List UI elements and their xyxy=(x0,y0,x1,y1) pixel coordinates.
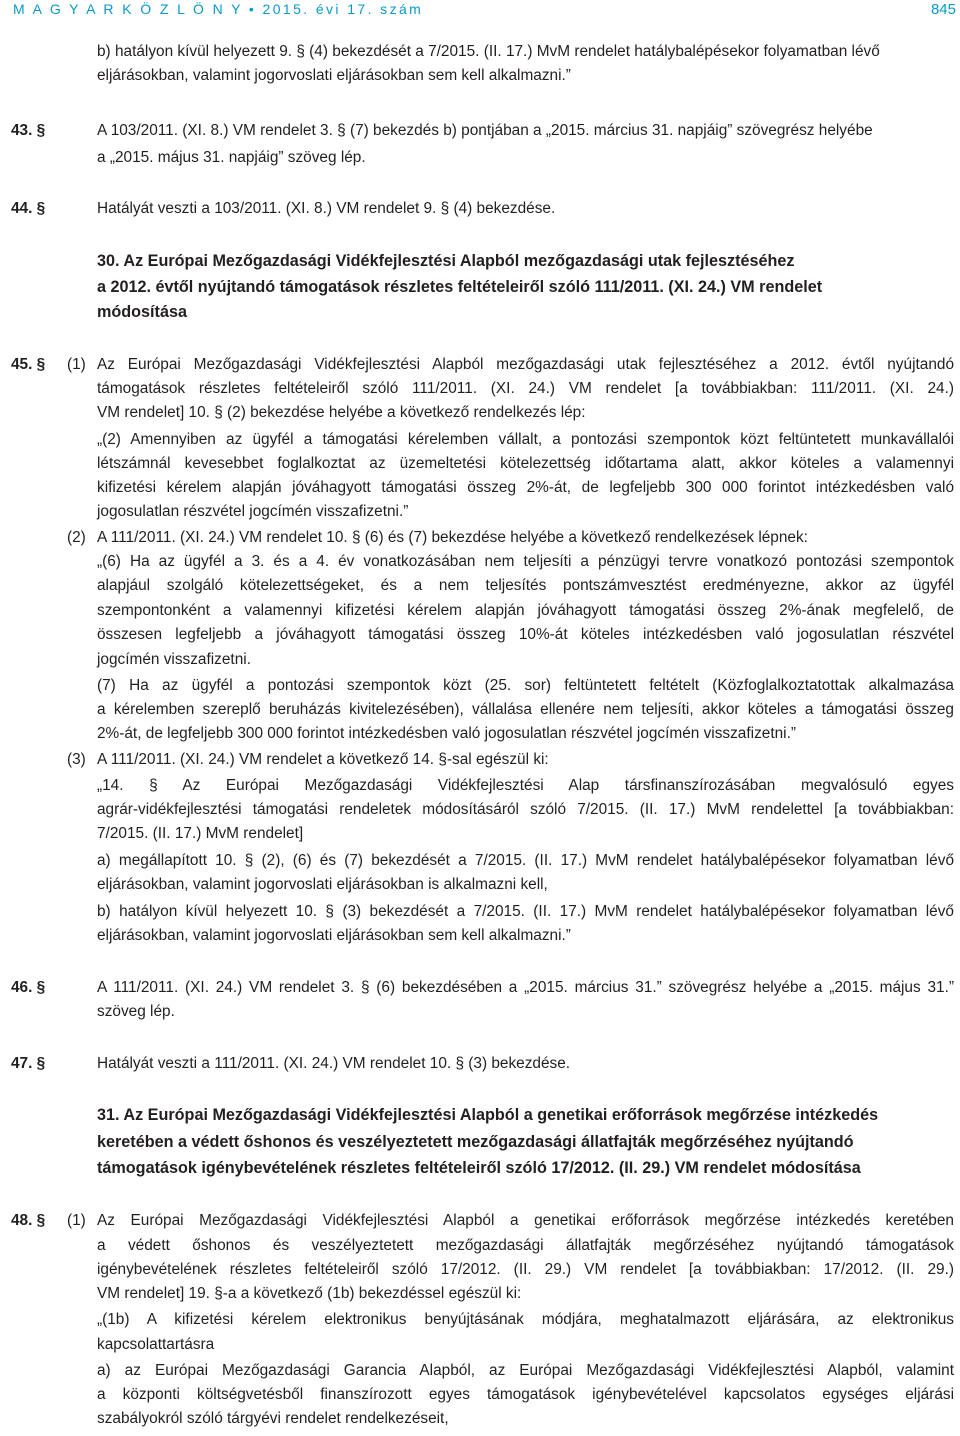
section-number: 43. § xyxy=(11,122,46,139)
text-line: 7/2015. (II. 17.) MvM rendelet] xyxy=(97,825,304,842)
text-line: A 111/2011. (XI. 24.) VM rendelet 10. § (6) és (7) bekezdése helyébe a következő rendelkezések lépnek: xyxy=(97,529,808,546)
paragraph-number: (3) xyxy=(67,751,86,768)
text-line: VM rendelet] 19. §-a a következő (1b) bekezdéssel egészül ki: xyxy=(97,1285,522,1302)
paragraph-number: (1) xyxy=(67,1212,86,1229)
text-line: b) hatályon kívül helyezett 9. § (4) bekezdését a 7/2015. (II. 17.) MvM rendelet hatálybalépésekor folyamatban lévő xyxy=(97,43,880,60)
section-number: 44. § xyxy=(11,200,46,217)
text-line: kifizetési kérelem alapján jóváhagyott támogatási összeg 2%-át, de legfeljebb 300 000 forintot intézkedésben való xyxy=(97,479,954,496)
text-line: Az Európai Mezőgazdasági Vidékfejlesztési Alapból mezőgazdasági utak fejlesztéséhez a 2012. évtől nyújtandó xyxy=(97,356,954,373)
text-line: „(2) Amennyiben az ügyfél a támogatási kérelemben vállalt, a pontozási szempontok közt feltüntetett munkavállalói xyxy=(97,431,954,448)
text-line: kapcsolattartásra xyxy=(97,1336,215,1353)
text-line: A 111/2011. (XI. 24.) VM rendelet a következő 14. §-sal egészül ki: xyxy=(97,751,549,768)
text-line: a védett őshonos és veszélyeztetett mezőgazdasági állatfajták megőrzéséhez nyújtandó támogatások xyxy=(97,1237,954,1254)
text-line: a központi költségvetésből finanszírozott egyes támogatások igénybevételével kapcsolatos egységes eljárási xyxy=(97,1386,954,1403)
text-line: „14. § Az Európai Mezőgazdasági Vidékfejlesztési Alap társfinanszírozásában megvalósuló egyes xyxy=(97,777,954,794)
chapter-heading: keretében a védett őshonos és veszélyeztetett mezőgazdasági állatfajták megőrzéséhez nyújtandó xyxy=(97,1133,854,1151)
text-line: A 111/2011. (XI. 24.) VM rendelet 3. § (6) bekezdésében a „2015. március 31.” szövegrész helyébe a „2015. május 31.” xyxy=(97,979,954,996)
chapter-heading: módosítása xyxy=(97,303,187,321)
text-line: jogcímén visszafizetni. xyxy=(97,651,251,668)
text-line: a „2015. május 31. napjáig” szöveg lép. xyxy=(97,149,366,166)
text-line: A 103/2011. (XI. 8.) VM rendelet 3. § (7) bekezdés b) pontjában a „2015. március 31. napjáig” szövegrész helyébe xyxy=(97,122,873,139)
text-line: Az Európai Mezőgazdasági Vidékfejlesztési Alapból a genetikai erőforrások megőrzése intézkedés keretében xyxy=(97,1212,954,1229)
page-number: 845 xyxy=(930,1,956,18)
text-line: összesen legfeljebb a jóváhagyott támogatási összeg 10%-át köteles intézkedésben való jogosulatlan részvétel xyxy=(97,626,954,643)
section-number: 45. § xyxy=(11,356,46,373)
text-line: a) az Európai Mezőgazdasági Garancia Alapból, az Európai Mezőgazdasági Vidékfejlesztési Alapból, valamint xyxy=(97,1362,954,1379)
text-line: agrár-vidékfejlesztési támogatási rendeletek módosításáról szóló 7/2015. (II. 17.) MvM rendelettel [a továbbiakban: xyxy=(97,801,954,818)
text-line: b) hatályon kívül helyezett 10. § (3) bekezdését a 7/2015. (II. 17.) MvM rendelet hatálybalépésekor folyamatban lévő xyxy=(97,903,954,920)
text-line: (7) Ha az ügyfél a pontozási szempontok közt (25. sor) feltüntetett feltételt (Közfoglalkoztatottak alkalmazása xyxy=(97,677,954,694)
section-number: 47. § xyxy=(11,1055,46,1072)
text-line: jogosulatlan részvétel jogcímén visszafizetni.” xyxy=(97,503,409,520)
text-line: létszámnál kevesebbet foglalkoztat az üzemeltetési kötelezettség időtartama alatt, akkor köteles a valamennyi xyxy=(97,455,954,472)
text-line: „(1b) A kifizetési kérelem elektronikus benyújtásának módjára, meghatalmazott eljárására, az elektronikus xyxy=(97,1311,954,1328)
text-line: igénybevételének részletes feltételeiről szóló 17/2012. (II. 29.) VM rendelet [a továbbiakban: 17/2012. (II. 29.) xyxy=(97,1261,954,1278)
text-line: a) megállapított 10. § (2), (6) és (7) bekezdését a 7/2015. (II. 17.) MvM rendelet hatálybalépésekor folyamatban lévő xyxy=(97,852,954,869)
text-line: szöveg lép. xyxy=(97,1003,175,1020)
text-line: szabályokról szóló tárgyévi rendelet rendelkezéseit, xyxy=(97,1410,449,1427)
text-line: eljárásokban, valamint jogorvoslati eljárásokban sem kell alkalmazni.” xyxy=(97,67,571,84)
text-line: „(6) Ha az ügyfél a 3. és a 4. év vonatkozásában nem teljesíti a pénzügyi tervre vonatkozó pontozási szempontok xyxy=(97,553,954,570)
page-header xyxy=(13,0,960,22)
text-line: a kérelemben szereplő beruházás kivitelezésében), vállalása ellenére nem teljesíti, akkor köteles a támogatási összeg xyxy=(97,701,954,718)
text-line: alapjául szolgáló kötelezettségeket, és a nem teljesítés pontszámvesztést eredményezne, akkor az ügyfél xyxy=(97,577,954,594)
text-line: 2%-át, de legfeljebb 300 000 forintot intézkedésben való jogosulatlan részvétel jogcímén visszafizetni.” xyxy=(97,725,796,742)
chapter-heading: 31. Az Európai Mezőgazdasági Vidékfejlesztési Alapból a genetikai erőforrások megőrzése intézkedés xyxy=(97,1106,879,1124)
chapter-heading: 30. Az Európai Mezőgazdasági Vidékfejlesztési Alapból mezőgazdasági utak fejlesztéséhez xyxy=(97,252,795,270)
chapter-heading: támogatások igénybevételének részletes feltételeiről szóló 17/2012. (II. 29.) VM rendelet módosítása xyxy=(97,1159,861,1177)
text-line: eljárásokban, valamint jogorvoslati eljárásokban sem kell alkalmazni.” xyxy=(97,927,571,944)
text-line: eljárásokban, valamint jogorvoslati eljárásokban is alkalmazni kell, xyxy=(97,876,548,893)
text-line: VM rendelet] 10. § (2) bekezdése helyébe a következő rendelkezés lép: xyxy=(97,404,586,421)
section-number: 46. § xyxy=(11,979,46,996)
text-line: támogatások részletes feltételeiről szóló 111/2011. (XI. 24.) VM rendelet [a továbbiakban: 111/2011. (XI. 24.) xyxy=(97,380,954,397)
text-line: Hatályát veszti a 111/2011. (XI. 24.) VM rendelet 10. § (3) bekezdése. xyxy=(97,1055,571,1072)
text-line: szempontonként a valamennyi kifizetési kérelem alapján jóváhagyott támogatási összeg 2%-ának megfelelő, de xyxy=(97,602,954,619)
section-number: 48. § xyxy=(11,1212,46,1229)
text-line: Hatályát veszti a 103/2011. (XI. 8.) VM rendelet 9. § (4) bekezdése. xyxy=(97,200,556,217)
journal-title: M A G Y A R K Ö Z L Ö N Y • 2015. évi 17. szám xyxy=(13,1,424,17)
paragraph-number: (1) xyxy=(67,356,86,373)
chapter-heading: a 2012. évtől nyújtandó támogatások részletes feltételeiről szóló 111/2011. (XI. 24.) VM rendelet xyxy=(97,278,823,296)
paragraph-number: (2) xyxy=(67,529,86,546)
